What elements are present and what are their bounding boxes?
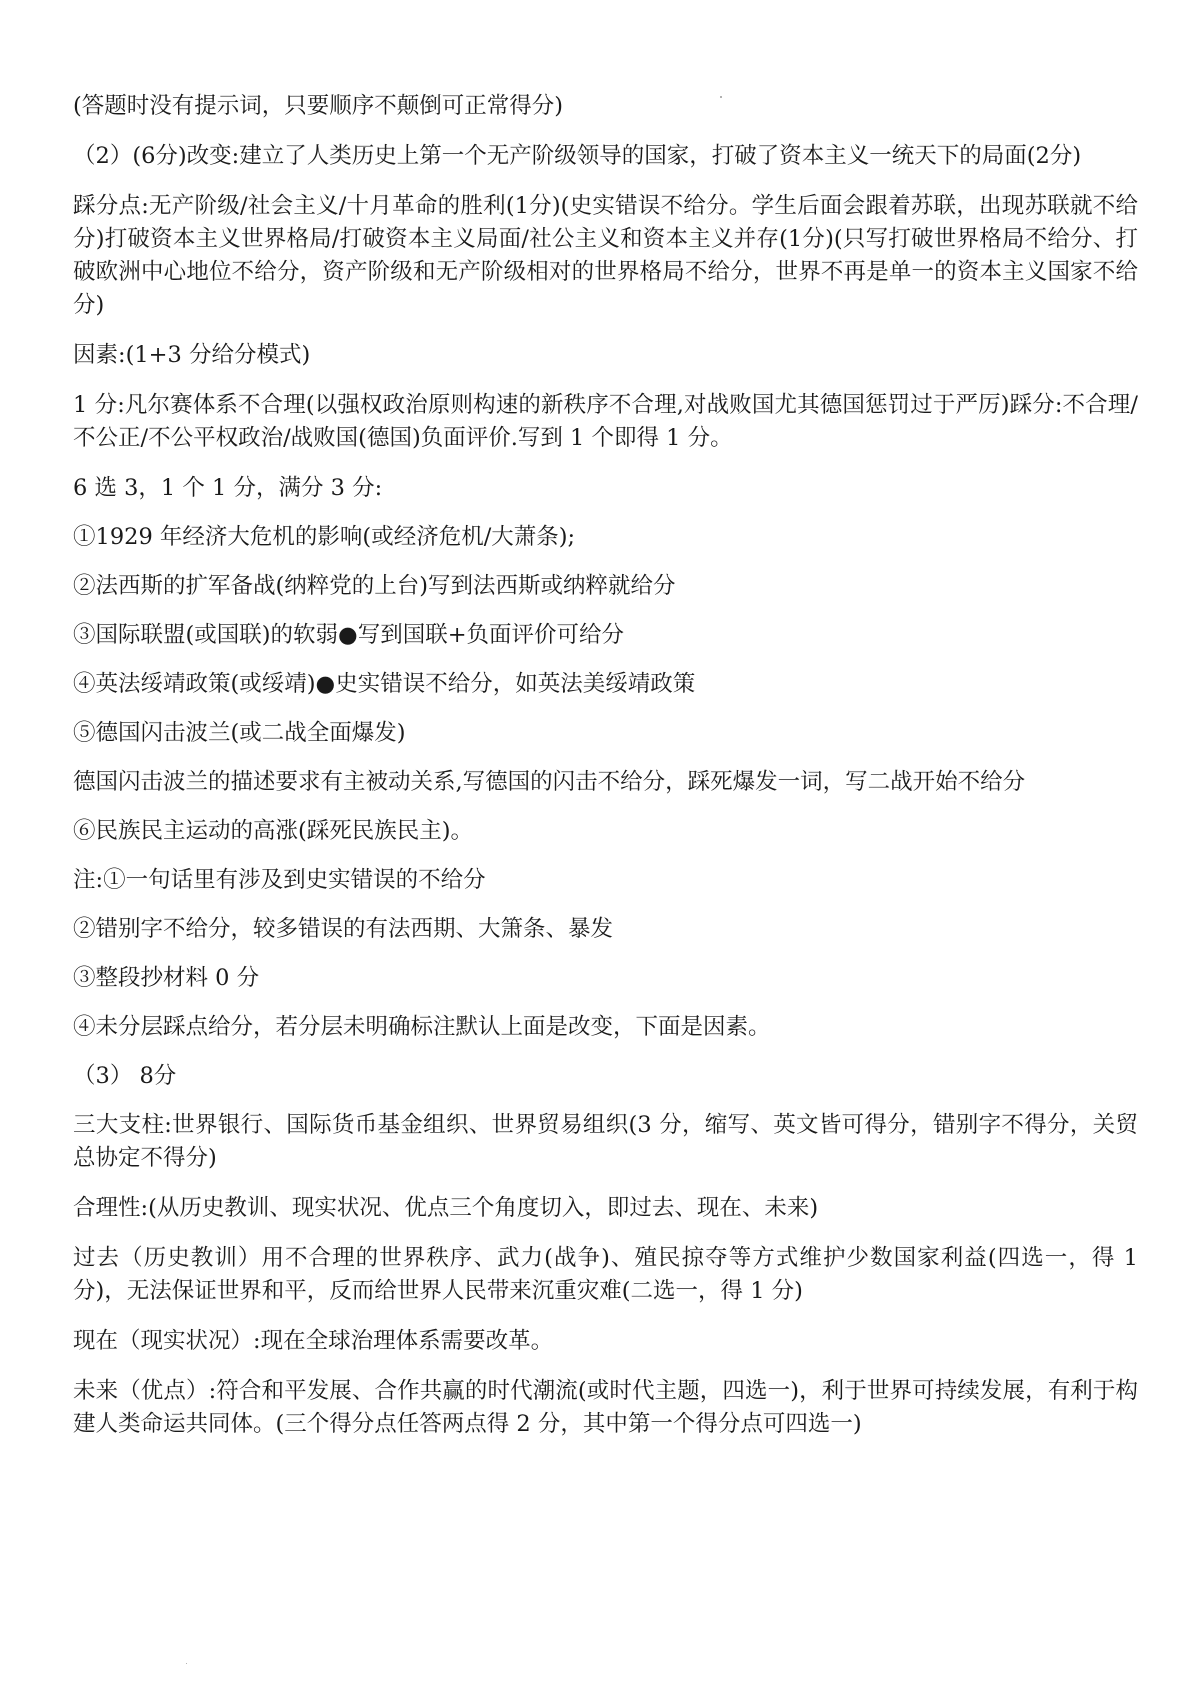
paragraph-q2-change: （2）(6分)改变:建立了人类历史上第一个无产阶级领导的国家，打破了资本主义一统天下的局面(2分) — [73, 143, 1082, 169]
paragraph-choose-three: 6 选 3，1 个 1 分，满分 3 分: — [73, 475, 383, 501]
list-item-factor-4: ④英法绥靖政策(或绥靖)●史实错误不给分，如英法美绥靖政策 — [73, 671, 696, 697]
paragraph-note-order: (答题时没有提示词，只要顺序不颠倒可正常得分) — [73, 93, 564, 119]
list-item-factor-5: ⑤德国闪击波兰(或二战全面爆发) — [73, 720, 406, 746]
note-item-3: ③整段抄材料 0 分 — [73, 965, 260, 991]
list-item-factor-2: ②法西斯的扩军备战(纳粹党的上台)写到法西斯或纳粹就给分 — [73, 573, 676, 599]
paragraph-q3-heading: （3） 8分 — [73, 1063, 177, 1089]
paragraph-rationality: 合理性:(从历史教训、现实状况、优点三个角度切入，即过去、现在、未来) — [73, 1195, 819, 1221]
paragraph-factors-heading: 因素:(1+3 分给分模式) — [73, 342, 311, 368]
note-item-4: ④未分层踩点给分，若分层未明确标注默认上面是改变，下面是因素。 — [73, 1014, 771, 1040]
document-body — [73, 90, 1138, 1458]
paragraph-versailles: 1 分:凡尔赛体系不合理(以强权政治原则构速的新秩序不合理,对战败国尤其德国惩罚过于严厉)踩分:不合理/不公正/不公平权政治/战败国(德国)负面评价.写到 1 个即得 1 分。 — [73, 392, 1138, 451]
paragraph-future: 未来（优点）:符合和平发展、合作共赢的时代潮流(或时代主题，四选一)，利于世界可持续发展，有利于构建人类命运共同体。(三个得分点任答两点得 2 分，其中第一个得分点可四选一) — [73, 1378, 1138, 1437]
scan-speck — [186, 1663, 187, 1664]
paragraph-present: 现在（现实状况）:现在全球治理体系需要改革。 — [73, 1328, 554, 1354]
list-item-factor-1: ①1929 年经济大危机的影响(或经济危机/大萧条); — [73, 524, 576, 550]
paragraph-scoring-points: 踩分点:无产阶级/社会主义/十月革命的胜利(1分)(史实错误不给分。学生后面会跟着苏联，出现苏联就不给分)打破资本主义世界格局/打破资本主义局面/社公主义和资本主义并存(1分)(只写打破世界格局不给分、打破欧洲中心地位不给分，资产阶级和无产阶级相对的世界格局不给分，世界不再是单一的资本主义国家不给分) — [73, 193, 1138, 318]
paragraph-past: 过去（历史教训）用不合理的世界秩序、武力(战争)、殖民掠夺等方式维护少数国家利益(四选一，得 1 分)，无法保证世界和平，反而给世界人民带来沉重灾难(二选一，得 1 分) — [73, 1245, 1138, 1304]
note-item-2: ②错别字不给分，较多错误的有法西期、大箫条、暴发 — [73, 916, 614, 942]
paragraph-three-pillars: 三大支柱:世界银行、国际货币基金组织、世界贸易组织(3 分，缩写、英文皆可得分，错别字不得分，关贸总协定不得分) — [73, 1112, 1138, 1171]
list-item-factor-3: ③国际联盟(或国联)的软弱●写到国联+负面评价可给分 — [73, 622, 625, 648]
note-item-1: 注:①一句话里有涉及到史实错误的不给分 — [73, 867, 486, 893]
list-item-factor-6: ⑥民族民主运动的高涨(踩死民族民主)。 — [73, 818, 474, 844]
paragraph-poland-note: 德国闪击波兰的描述要求有主被动关系,写德国的闪击不给分，踩死爆发一词，写二战开始不给分 — [73, 769, 1026, 795]
